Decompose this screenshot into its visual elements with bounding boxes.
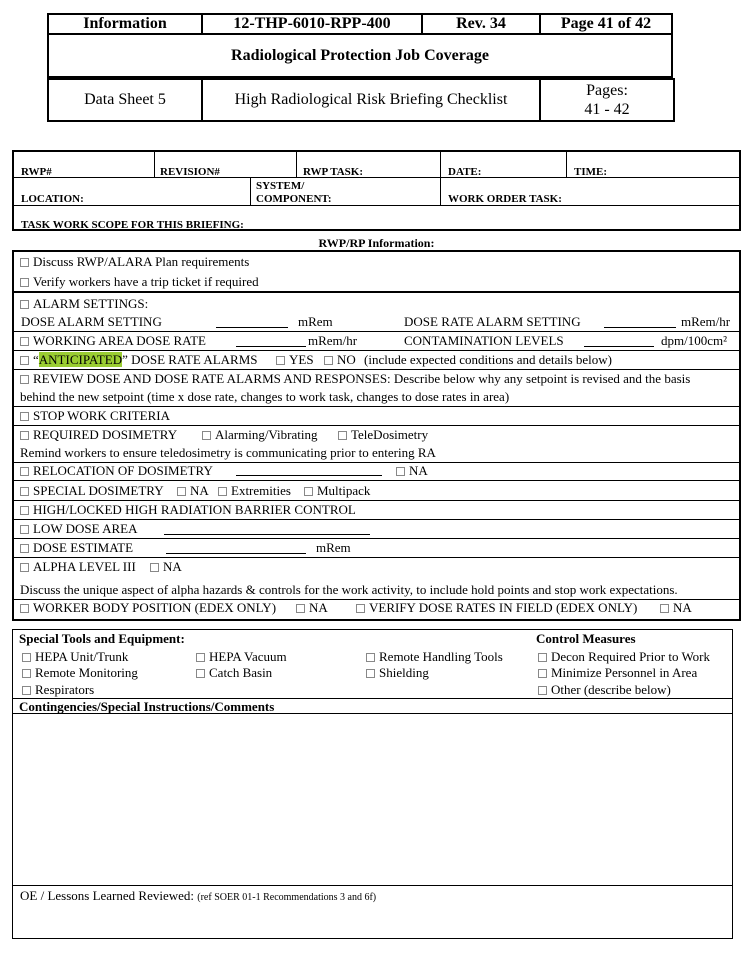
page-number: Page 41 of 42 — [560, 15, 652, 32]
checkbox[interactable] — [20, 375, 29, 384]
dose-alarm-field[interactable] — [216, 315, 288, 328]
doc-number: 12-THP-6010-RPP-400 — [233, 15, 391, 32]
checkbox[interactable] — [324, 356, 333, 365]
header-info: Information — [83, 15, 167, 32]
anticipated-alarms-item[interactable]: “ANTICIPATED” DOSE RATE ALARMS — [20, 352, 258, 368]
other-option[interactable]: Other (describe below) — [538, 682, 671, 698]
checkbox[interactable] — [20, 544, 29, 553]
checkbox[interactable] — [20, 300, 29, 309]
decon-option[interactable]: Decon Required Prior to Work — [538, 649, 710, 665]
worker-body-na-option[interactable]: NA — [296, 600, 328, 616]
date-label: DATE: — [448, 166, 482, 178]
rwp-number-label: RWP# — [21, 166, 52, 178]
special-na-option[interactable]: NA — [177, 483, 209, 499]
checkbox[interactable] — [356, 604, 365, 613]
checkbox[interactable] — [177, 487, 186, 496]
checkbox[interactable] — [202, 431, 211, 440]
pages-label: Pages: — [586, 82, 628, 99]
checkbox[interactable] — [20, 604, 29, 613]
verify-trip-item[interactable]: Verify workers have a trip ticket if required — [20, 274, 259, 290]
contingencies-title: Contingencies/Special Instructions/Comments — [19, 699, 275, 714]
yes-option[interactable]: YES — [276, 352, 314, 368]
location-label: LOCATION: — [21, 193, 84, 205]
mrem-unit: mRem — [298, 314, 333, 329]
checklist-title: High Radiological Risk Briefing Checklist — [234, 91, 508, 108]
checkbox[interactable] — [22, 669, 31, 678]
oe-reference: (ref SOER 01-1 Recommendations 3 and 6f) — [197, 892, 377, 903]
remote-handling-option[interactable]: Remote Handling Tools — [366, 649, 503, 665]
checkbox[interactable] — [22, 653, 31, 662]
rwp-task-label: RWP TASK: — [303, 166, 364, 178]
checkbox[interactable] — [150, 563, 159, 572]
checkbox[interactable] — [20, 563, 29, 572]
checkbox[interactable] — [304, 487, 313, 496]
system-label: SYSTEM/ — [256, 180, 305, 192]
hepa-vacuum-option[interactable]: HEPA Vacuum — [196, 649, 287, 665]
worker-body-item[interactable]: WORKER BODY POSITION (EDEX ONLY) — [20, 600, 276, 616]
checkbox[interactable] — [20, 278, 29, 287]
revision-label: REVISION# — [160, 166, 220, 178]
contingencies-textarea[interactable] — [14, 715, 731, 883]
include-expected-note: (include expected conditions and details below) — [364, 352, 613, 367]
checkbox[interactable] — [20, 467, 29, 476]
review-alarms-line2: behind the new setpoint (time x dose rate, changes to work task, changes to dose rates in area) — [20, 389, 510, 404]
discuss-rwp-item[interactable]: Discuss RWP/ALARA Plan requirements — [20, 254, 249, 270]
anticipated-highlight: ANTICIPATED — [38, 352, 123, 367]
checkbox[interactable] — [366, 653, 375, 662]
control-measures-title: Control Measures — [536, 631, 636, 646]
checkbox[interactable] — [338, 431, 347, 440]
checkbox[interactable] — [538, 686, 547, 695]
checkbox[interactable] — [196, 669, 205, 678]
checkbox[interactable] — [20, 506, 29, 515]
hepa-unit-option[interactable]: HEPA Unit/Trunk — [22, 649, 128, 665]
dose-rate-alarm-field[interactable] — [604, 315, 676, 328]
teledosimetry-option[interactable]: TeleDosimetry — [338, 427, 428, 443]
checkbox[interactable] — [20, 487, 29, 496]
checkbox[interactable] — [20, 412, 29, 421]
respirators-option[interactable]: Respirators — [22, 682, 94, 698]
checkbox[interactable] — [20, 431, 29, 440]
working-area-item[interactable]: WORKING AREA DOSE RATE — [20, 333, 206, 349]
checkbox[interactable] — [396, 467, 405, 476]
dose-alarm-label: DOSE ALARM SETTING — [21, 314, 162, 329]
checkbox[interactable] — [20, 356, 29, 365]
required-dosimetry-item[interactable]: REQUIRED DOSIMETRY — [20, 427, 177, 443]
checkbox[interactable] — [538, 669, 547, 678]
working-area-field[interactable] — [236, 334, 306, 347]
stop-work-item[interactable]: STOP WORK CRITERIA — [20, 408, 170, 424]
oe-lessons-line — [20, 888, 376, 904]
oe-label: OE / Lessons Learned Reviewed: — [20, 888, 195, 903]
low-dose-item[interactable]: LOW DOSE AREA — [20, 521, 137, 537]
document-title: Radiological Protection Job Coverage — [231, 47, 489, 64]
shielding-option[interactable]: Shielding — [366, 665, 429, 681]
special-tools-title: Special Tools and Equipment: — [19, 631, 185, 646]
alpha-level-item[interactable]: ALPHA LEVEL III — [20, 559, 136, 575]
work-order-label: WORK ORDER TASK: — [448, 193, 562, 205]
mrem-hr-unit: mRem/hr — [681, 314, 731, 329]
oe-lessons-field[interactable] — [14, 905, 731, 937]
dose-estimate-field[interactable] — [166, 541, 306, 554]
dose-rate-alarm-label: DOSE RATE ALARM SETTING — [404, 314, 581, 329]
multipack-option[interactable]: Multipack — [304, 483, 370, 499]
section-title: RWP/RP Information: — [318, 236, 435, 250]
time-label: TIME: — [574, 166, 607, 178]
checkbox[interactable] — [196, 653, 205, 662]
alarm-settings-item[interactable]: ALARM SETTINGS: — [20, 296, 148, 312]
dose-estimate-item[interactable]: DOSE ESTIMATE — [20, 540, 133, 556]
alarming-option[interactable]: Alarming/Vibrating — [202, 427, 317, 443]
checkbox[interactable] — [660, 604, 669, 613]
checkbox[interactable] — [22, 686, 31, 695]
task-scope-label: TASK WORK SCOPE FOR THIS BRIEFING: — [21, 219, 244, 231]
relocation-na-option[interactable]: NA — [396, 463, 428, 479]
data-sheet-label: Data Sheet 5 — [84, 91, 166, 108]
contamination-label: CONTAMINATION LEVELS — [404, 333, 564, 348]
alpha-na-option[interactable]: NA — [150, 559, 182, 575]
verify-dose-item[interactable]: VERIFY DOSE RATES IN FIELD (EDEX ONLY) — [356, 600, 637, 616]
verify-dose-na-option[interactable]: NA — [660, 600, 692, 616]
checkbox[interactable] — [20, 258, 29, 267]
low-dose-field[interactable] — [164, 522, 370, 535]
catch-basin-option[interactable]: Catch Basin — [196, 665, 272, 681]
relocation-field[interactable] — [236, 463, 382, 476]
checkbox[interactable] — [218, 487, 227, 496]
checkbox[interactable] — [276, 356, 285, 365]
checkbox[interactable] — [296, 604, 305, 613]
no-option[interactable]: NO — [324, 352, 356, 368]
remote-monitoring-option[interactable]: Remote Monitoring — [22, 665, 138, 681]
review-alarms-item[interactable]: REVIEW DOSE AND DOSE RATE ALARMS AND RESPONSES: Describe below why any setpoint is revised and the basis — [20, 371, 690, 387]
hlhr-item[interactable]: HIGH/LOCKED HIGH RADIATION BARRIER CONTROL — [20, 502, 356, 518]
dose-estimate-unit: mRem — [316, 540, 351, 555]
checkbox[interactable] — [20, 525, 29, 534]
checkbox[interactable] — [538, 653, 547, 662]
minimize-option[interactable]: Minimize Personnel in Area — [538, 665, 697, 681]
revision-number: Rev. 34 — [456, 15, 506, 32]
pages-value: 41 - 42 — [584, 101, 630, 118]
checkbox[interactable] — [20, 337, 29, 346]
mrem-hr-unit-2: mRem/hr — [308, 333, 358, 348]
component-label: COMPONENT: — [256, 193, 332, 205]
contamination-field[interactable] — [584, 334, 654, 347]
discuss-alpha-note: Discuss the unique aspect of alpha hazards & controls for the work activity, to include hold points and stop work expectations. — [20, 582, 678, 597]
checkbox[interactable] — [366, 669, 375, 678]
extremities-option[interactable]: Extremities — [218, 483, 291, 499]
dpm-unit: dpm/100cm² — [661, 333, 728, 348]
remind-note: Remind workers to ensure teledosimetry is communicating prior to entering RA — [20, 445, 436, 460]
special-dosimetry-item[interactable]: SPECIAL DOSIMETRY — [20, 483, 164, 499]
relocation-item[interactable]: RELOCATION OF DOSIMETRY — [20, 463, 213, 479]
